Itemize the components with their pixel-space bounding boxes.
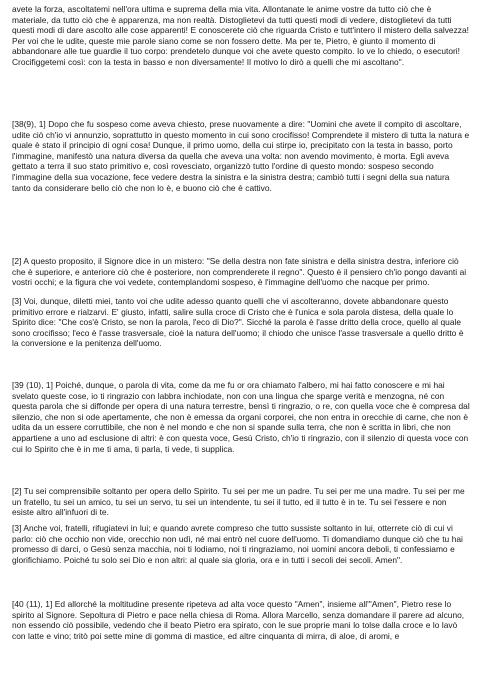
paragraph-continuation: avete la forza, ascoltatemi nell'ora ultima e suprema della mia vita. Allontanate le anime vostre da tutto ciò che è materiale, da tutto ciò che è apparenza, ma non realtà. Distoglietevi da tutti questi modi di vedere, distoglietevi da tutti questi modi di dare ascolto alle cose apparenti! E conoscerete ciò che riguarda Cristo e tutt'intero il mistero della salvezza! Per voi che le udite, queste mie parole siano come se non fossero dette. Ma per te, Pietro, è giunto il momento di abbandonare alle tue guardie il tuo corpo: prendetelo dunque voi che avete questo compito. Io ve lo chiedo, o esecutori! Crocifiggetemi così: con la testa in basso e non diversamente! Il motivo lo dirò a quelli che mi ascoltano". [12,4,469,67]
paragraph-38-3: [3] Voi, dunque, diletti miei, tanto voi che udite adesso quanto quelli che vi ascolteranno, dovete abbandonare questo primitivo errore e rialzarvi. E' giusto, infatti, salire sulla croce di Cristo che è l'unica e sola parola distesa, della quale lo Spirito dice: "Che cos'è Cristo, se non la parola, l'eco di Dio?". Sicché la parola è l'asse dritto della croce, quello al quale sono crocifisso; l'eco è l'asse trasversale, cioè la natura dell'uomo; il chiodo che unisce l'asse trasversale a quello dritto è la conversione e la penitenza dell'uomo. [12,296,464,349]
paragraph-39-2: [2] Tu sei comprensibile soltanto per opera dello Spirito. Tu sei per me un padre. Tu sei per me una madre. Tu sei per me un fratello, tu sei un amico, tu sei un servo, tu sei un intendente, tu sei il tutto, ed il tutto è in te. Tu sei l'essere e non esiste altro all'infuori di te. [12,486,465,518]
paragraph-39-1: [39 (10), 1] Poiché, dunque, o parola di vita, come da me fu or ora chiamato l'albero, mi hai fatto conoscere e mi hai svelato queste cose, io ti ringrazio con labbra inchiodate, non con una lingua che sparge verità e menzogna, né con questa parola che si diffonde per opera di una natura terrestre, bensì ti ringrazio, o re, con quella voce che è compresa dal silenzio, che non si ode apertamente, che non è emessa da organi corporei, che non entra in orecchie di carne, che non è udita da un essere corruttibile, che non è nel mondo e che non si spande sulla terra, che non è scritta in libri, che non appartiene a uno ad esclusione di altri: è con questa voce, Gesù Cristo, ch'io ti ringrazio, con il silenzio di questa voce con cui lo Spirito che è in me ti ama, ti parla, ti vede, ti supplica. [12,380,470,454]
paragraph-39-3: [3] Anche voi, fratelli, rifugiatevi in lui; e quando avrete compreso che tutto sussiste soltanto in lui, otterrete ciò di cui vi parlo: ciò che occhio non vide, orecchio non udì, né mai entrò nel cuore dell'uomo. Ti domandiamo dunque ciò che tu hai promesso di darci, o Gesù senza macchia, noi ti lodiamo, noi ti ringraziamo, noi uomini ancora deboli, ti confessiamo e glorifichiamo. Poiché tu solo sei Dio e non altri: al quale sia gloria, ora e in tutti i secoli dei secoli. Amen". [12,523,463,565]
paragraph-38-2: [2] A questo proposito, il Signore dice in un mistero: "Se della destra non fate sinistra e della sinistra destra, inferiore ciò che è superiore, e anteriore ciò che è posteriore, non comprenderete il regno". Questo è il pensiero ch'io pongo davanti ai vostri occhi; e la figura che voi vedete, contemplandomi sospeso, è l'immagine dell'uomo che nacque per primo. [12,256,467,288]
paragraph-40-1: [40 (11), 1] Ed allorché la moltitudine presente ripeteva ad alta voce questo "Amen", insieme all'"Amen", Pietro rese lo spirito al Signore. Sepoltura di Pietro e pace nella chiesa di Roma. Allora Marcello, senza domandare il parere ad alcuno, non essendo ciò possibile, vedendo che il beato Pietro era spirato, con le sue proprie mani lo tolse dalla croce e lo lavò con latte e vino; tritò poi sette mine di gomma di mastice, ed altre cinquanta di mirra, di aloe, di aromi, e [12,599,465,641]
paragraph-38-1: [38(9), 1] Dopo che fu sospeso come aveva chiesto, prese nuovamente a dire: "Uomini che avete il compito di ascoltare, udite ciò ch'io vi annunzio, soprattutto in questo momento in cui sono crocifisso! Comprendete il mistero di tutta la natura e quale è stato il principio di ogni cosa! Dunque, il primo uomo, della cui stirpe io, precipitato con la testa in basso, porto l'immagine, manifestò una natura diversa da quella che aveva una volta: non avendo movimento, è morta. Egli aveva gettato a terra il suo stato primitivo e, così rovesciato, organizzò tutto l'ordine di questo mondo: sospeso secondo l'immagine della sua vocazione, fece vedere destra la sinistra e la sinistra destra; cambiò tutti i segni della sua natura tanto da considerare bello ciò che non lo è, e buono ciò che è cattivo. [12,119,470,193]
